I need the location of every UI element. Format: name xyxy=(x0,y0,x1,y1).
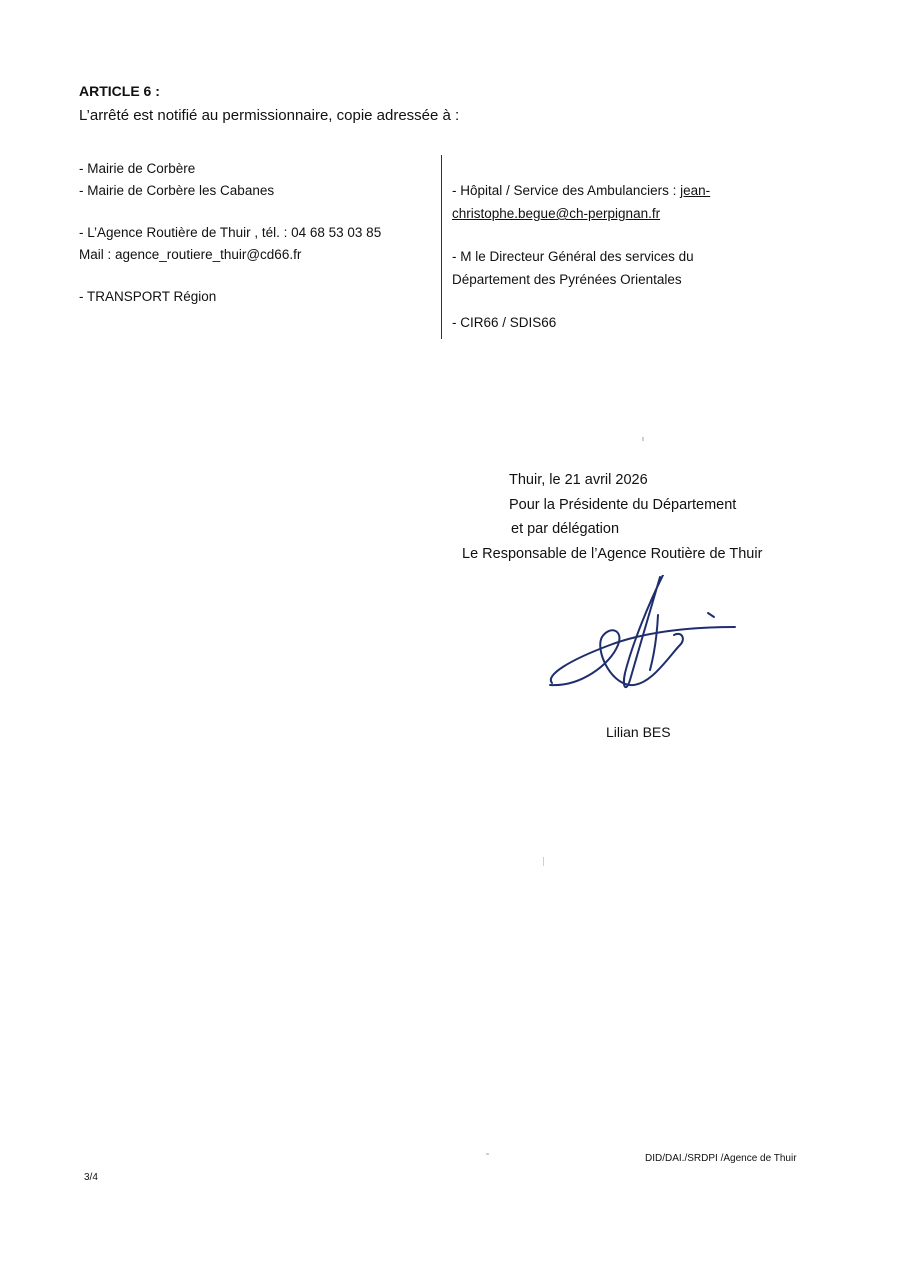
role-line: et par délégation xyxy=(511,521,620,537)
column-divider xyxy=(441,155,442,339)
signature-stroke xyxy=(551,627,735,683)
page-number: 3/4 xyxy=(84,1172,98,1183)
director-line: - M le Directeur Général des services du xyxy=(452,249,694,264)
recipient-entry-hospital xyxy=(452,179,772,225)
hospital-email-link-continued[interactable]: christophe.begue@ch-perpignan.fr xyxy=(452,206,661,221)
recipients-left-column xyxy=(79,158,429,328)
recipient-entry-cir xyxy=(452,311,772,334)
signature-stroke xyxy=(708,613,714,617)
handwritten-signature xyxy=(540,575,750,705)
role-line: Le Responsable de l’Agence Routière de Thuir xyxy=(462,545,763,562)
signature-stroke xyxy=(650,615,658,670)
recipients-right-column xyxy=(452,179,772,354)
signature-stroke xyxy=(550,630,683,685)
place-date: Thuir, le 21 avril 2026 xyxy=(509,472,648,488)
scan-speck xyxy=(486,1153,489,1155)
recipient-entry xyxy=(79,286,429,308)
recipient-entry xyxy=(79,158,429,202)
role-line: Pour la Présidente du Département xyxy=(509,496,737,513)
notification-intro: L’arrêté est notifié au permissionnaire, copie adressée à : xyxy=(79,107,460,124)
scan-speck xyxy=(543,857,544,866)
recipient-entry xyxy=(79,222,429,266)
hospital-label: - Hôpital / Service des Ambulanciers : xyxy=(452,183,681,198)
recipient-entry-director xyxy=(452,245,772,291)
footer-reference: DID/DAI./SRDPI /Agence de Thuir xyxy=(645,1153,797,1164)
scan-speck xyxy=(642,437,644,441)
recipient-line: - Mairie de Corbère les Cabanes xyxy=(79,183,275,198)
recipient-line: - TRANSPORT Région xyxy=(79,289,217,304)
hospital-email-link[interactable]: jean- xyxy=(680,183,711,198)
recipient-line: Mail : agence_routiere_thuir@cd66.fr xyxy=(79,247,302,262)
signer-name: Lilian BES xyxy=(606,724,671,740)
article-heading: ARTICLE 6 : xyxy=(79,83,160,99)
recipient-line: - L’Agence Routière de Thuir , tél. : 04 68 53 03 85 xyxy=(79,225,382,240)
recipient-line: - Mairie de Corbère xyxy=(79,161,196,176)
signature-block xyxy=(455,468,815,566)
director-line: Département des Pyrénées Orientales xyxy=(452,272,682,287)
cir-line: - CIR66 / SDIS66 xyxy=(452,315,557,330)
